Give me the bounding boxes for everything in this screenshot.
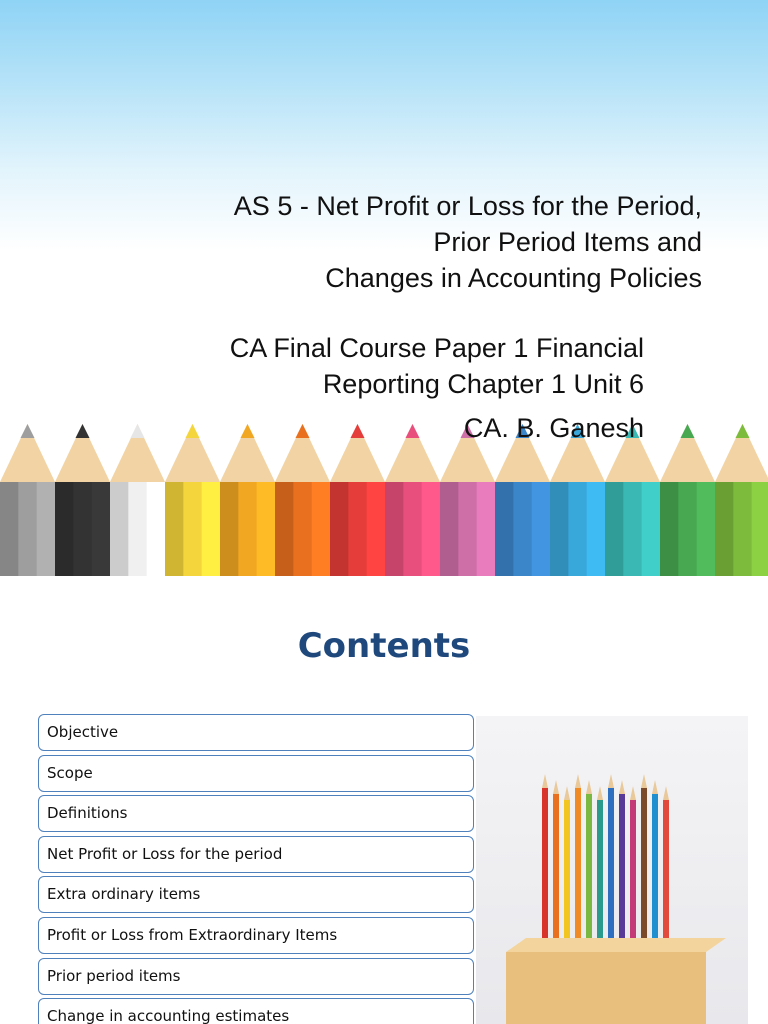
- pencil: [440, 424, 496, 576]
- pencil: [715, 424, 768, 576]
- contents-item-scope: Scope: [38, 755, 474, 792]
- pencil: [275, 424, 331, 576]
- pencil: [0, 424, 56, 576]
- author-name: CA. B. Ganesh: [463, 413, 644, 443]
- pencil: [660, 424, 716, 576]
- pencil: [220, 424, 276, 576]
- pencil: [110, 424, 166, 576]
- pencil: [385, 424, 441, 576]
- contents-list: [38, 714, 474, 1024]
- pencil-holder-photo: [476, 716, 748, 1024]
- contents-item-definitions: Definitions: [38, 795, 474, 832]
- contents-item-extraordinary: Extra ordinary items: [38, 876, 474, 913]
- title-line: AS 5 - Net Profit or Loss for the Period,: [233, 191, 702, 221]
- wooden-holder-top: [506, 938, 726, 952]
- slide-subtitle: [230, 330, 644, 402]
- title-line: Prior Period Items and: [433, 227, 702, 257]
- pencil: [550, 424, 606, 576]
- contents-heading: Contents: [297, 626, 471, 666]
- pencil: [495, 424, 551, 576]
- contents-slide: [0, 596, 768, 1024]
- slide-gap: [0, 576, 768, 596]
- pencils-illustration: [0, 420, 768, 576]
- contents-item-prior-period: Prior period items: [38, 958, 474, 995]
- pencil: [605, 424, 661, 576]
- pencil-holder-illustration: [476, 716, 748, 1024]
- subtitle-line: CA Final Course Paper 1 Financial: [229, 333, 644, 363]
- contents-item-profit-loss-extraordinary: Profit or Loss from Extraordinary Items: [38, 917, 474, 954]
- contents-item-accounting-estimates: Change in accounting estimates: [38, 998, 474, 1024]
- pencil: [330, 424, 386, 576]
- contents-item-objective: Objective: [38, 714, 474, 751]
- slide-title: [234, 188, 702, 296]
- wooden-holder: [506, 952, 706, 1024]
- pencil: [55, 424, 111, 576]
- subtitle-line: Reporting Chapter 1 Unit 6: [322, 369, 644, 399]
- contents-item-net-profit: Net Profit or Loss for the period: [38, 836, 474, 873]
- title-line: Changes in Accounting Policies: [325, 263, 702, 293]
- pencil: [165, 424, 221, 576]
